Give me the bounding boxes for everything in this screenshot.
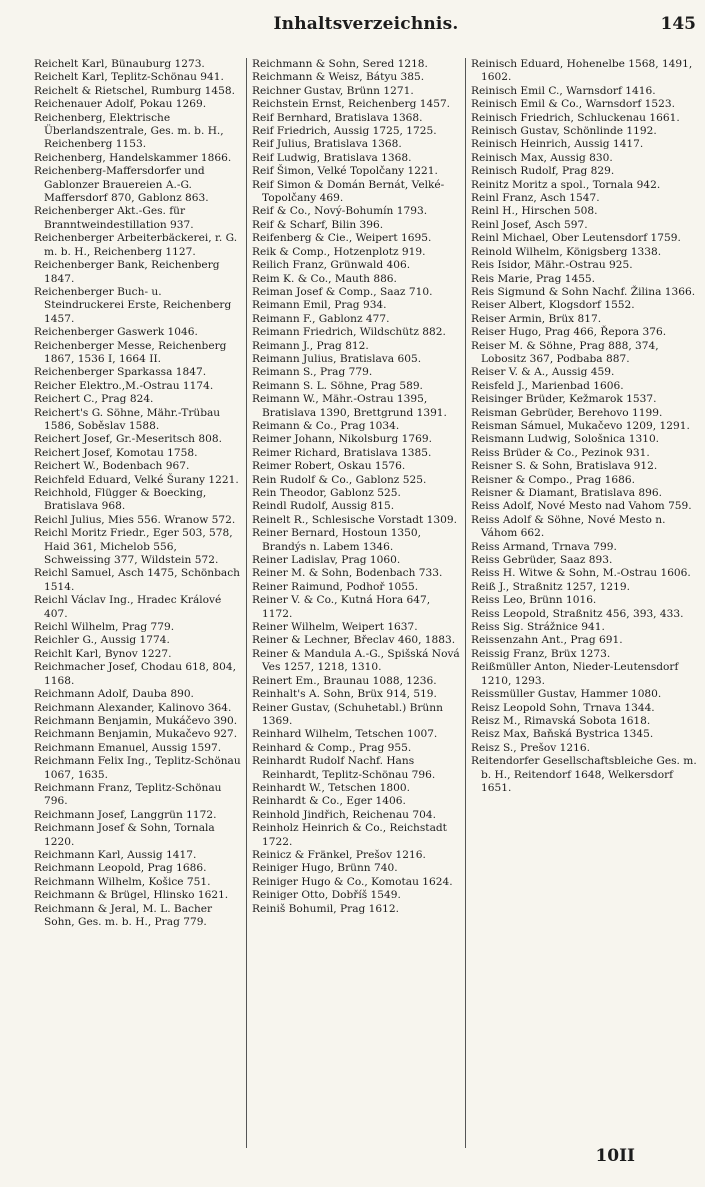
index-entry: Reiß J., Straßnitz 1257, 1219. bbox=[471, 580, 631, 593]
index-entry: Reichenberger Gaswerk 1046. bbox=[34, 326, 198, 339]
index-entry: Reichenberger Sparkassa 1847. bbox=[34, 366, 207, 379]
index-entry: Reinisch Gustav, Schönlinde 1192. bbox=[471, 125, 657, 138]
index-entry: Reicher Elektro.,M.-Ostrau 1174. bbox=[34, 379, 214, 392]
index-entry: Reinisch Friedrich, Schluckenau 1661. bbox=[471, 111, 680, 124]
index-entry: Rein Rudolf & Co., Gablonz 525. bbox=[252, 473, 427, 486]
index-entry: Reindl Rudolf, Aussig 815. bbox=[252, 500, 395, 513]
index-entry: Reichmann Emanuel, Aussig 1597. bbox=[34, 741, 222, 754]
index-entry: Reissmüller Gustav, Hammer 1080. bbox=[471, 688, 662, 701]
index-entry: Reimann J., Prag 812. bbox=[252, 339, 369, 352]
index-entry: Reiner Ladislav, Prag 1060. bbox=[252, 554, 401, 567]
index-entry: Reif Friedrich, Aussig 1725, 1725. bbox=[252, 125, 437, 138]
index-entry: Reiser V. & A., Aussig 459. bbox=[471, 366, 615, 379]
index-entry: Reif Simon & Domán Bernát, Velké-Topolčany 469. bbox=[252, 178, 445, 205]
index-entry: Reisman Sámuel, Mukačevo 1209, 1291. bbox=[471, 419, 690, 432]
index-entry: Reisner & Diamant, Bratislava 896. bbox=[471, 487, 662, 499]
index-entry: Reichelt Karl, Bünauburg 1273. bbox=[34, 58, 205, 70]
page-title: Inhaltsverzeichnis. bbox=[273, 14, 459, 34]
index-entry: Reiner & Mandula A.-G., Spišská Nová Ves 1257, 1218, 1310. bbox=[252, 647, 460, 674]
index-entry: Reimann W., Mähr.-Ostrau 1395, Bratislava 1390, Brettgrund 1391. bbox=[252, 393, 447, 419]
index-entry: Reichenberg, Handelskammer 1866. bbox=[34, 151, 232, 164]
index-column-right bbox=[466, 58, 698, 1148]
index-entry: Reiniš Bohumil, Prag 1612. bbox=[252, 902, 399, 915]
index-entry: Reichenberger Buch- u. Steindruckerei Erste, Reichenberg 1457. bbox=[34, 285, 232, 325]
index-entry: Reiser Armin, Brüx 817. bbox=[471, 312, 602, 325]
index-entry: Reimann F., Gablonz 477. bbox=[252, 312, 390, 325]
index-entry: Reiniger Otto, Dobříš 1549. bbox=[252, 889, 401, 902]
index-entry: Reimann Friedrich, Wildschütz 882. bbox=[252, 326, 446, 339]
index-entry: Reiss Brüder & Co., Pezinok 931. bbox=[471, 446, 650, 459]
index-entry: Reif & Co., Nový-Bohumín 1793. bbox=[252, 205, 428, 218]
index-entry: Reichmann Adolf, Dauba 890. bbox=[34, 688, 194, 701]
index-entry: Reichelt & Rietschel, Rumburg 1458. bbox=[34, 84, 235, 97]
index-entry: Reiss H. Witwe & Sohn, M.-Ostrau 1606. bbox=[471, 567, 691, 580]
index-entry: Reiner M. & Sohn, Bodenbach 733. bbox=[252, 567, 443, 580]
index-entry: Reichelt Karl, Teplitz-Schönau 941. bbox=[34, 71, 224, 84]
index-entry: Reichl Václav Ing., Hradec Králové 407. bbox=[34, 594, 222, 620]
index-entry: Reinisch Max, Aussig 830. bbox=[471, 151, 613, 164]
index-entry: Reiser Albert, Klogsdorf 1552. bbox=[471, 299, 635, 312]
index-entry: Reif Bernhard, Bratislava 1368. bbox=[252, 111, 423, 124]
index-entry: Reichmann Felix Ing., Teplitz-Schönau 1067, 1635. bbox=[34, 755, 241, 781]
index-entry: Reichenberg, Elektrische Überlandszentrale, Ges. m. b. H., Reichenberg 1153. bbox=[34, 111, 224, 151]
index-entry: Reisman Gebrüder, Berehovo 1199. bbox=[471, 406, 663, 419]
index-entry: Reimann S. L. Söhne, Prag 589. bbox=[252, 379, 423, 392]
index-entry: Reiss Adolf, Nové Mesto nad Vahom 759. bbox=[471, 500, 692, 513]
index-entry: Reinl Franz, Asch 1547. bbox=[471, 192, 600, 205]
index-entry: Reiner & Lechner, Břeclav 460, 1883. bbox=[252, 634, 456, 647]
index-entry: Reichmann & Brügel, Hlinsko 1621. bbox=[34, 889, 229, 902]
index-entry: Reiner Wilhelm, Weipert 1637. bbox=[252, 621, 418, 634]
index-entry: Reinelt R., Schlesische Vorstadt 1309. bbox=[252, 513, 458, 526]
sheet-signature: 10II bbox=[595, 1146, 635, 1166]
index-entry: Reifenberg & Cie., Weipert 1695. bbox=[252, 232, 432, 245]
index-entry: Reichmann Karl, Aussig 1417. bbox=[34, 848, 197, 861]
index-entry: Reisz M., Rimavská Sobota 1618. bbox=[471, 714, 651, 727]
index-entry: Reis Sigmund & Sohn Nachf. Žilina 1366. bbox=[471, 285, 696, 298]
index-entry: Reiman Josef & Comp., Saaz 710. bbox=[252, 285, 433, 298]
index-entry: Reiss Leo, Brünn 1016. bbox=[471, 594, 597, 607]
index-entry: Reilich Franz, Grünwald 406. bbox=[252, 259, 411, 272]
index-entry: Reis Marie, Prag 1455. bbox=[471, 272, 596, 285]
index-entry: Reisz S., Prešov 1216. bbox=[471, 741, 590, 754]
index-entry: Reiner Gustav, (Schuhetabl.) Brünn 1369. bbox=[252, 701, 443, 727]
index-entry: Reisz Leopold Sohn, Trnava 1344. bbox=[471, 701, 655, 714]
index-entry: Reichert Josef, Gr.-Meseritsch 808. bbox=[34, 433, 222, 446]
index-entry: Reissenzahn Ant., Prag 691. bbox=[471, 634, 623, 647]
index-entry: Reimer Robert, Oskau 1576. bbox=[252, 460, 406, 473]
index-entry: Reiniger Hugo, Brünn 740. bbox=[252, 862, 398, 875]
index-entry: Reichmann Alexander, Kalinovo 364. bbox=[34, 701, 232, 714]
index-entry: Reichmacher Josef, Chodau 618, 804, 1168. bbox=[34, 661, 236, 687]
index-columns bbox=[34, 58, 698, 1148]
index-entry: Reichmann Josef, Langgrün 1172. bbox=[34, 808, 217, 821]
index-entry: Reinold Wilhelm, Königsberg 1338. bbox=[471, 245, 662, 258]
index-entry: Reinisch Heinrich, Aussig 1417. bbox=[471, 138, 644, 151]
index-entry: Reinhold Jindřich, Reichenau 704. bbox=[252, 808, 436, 821]
index-entry: Reichner Gustav, Brünn 1271. bbox=[252, 84, 414, 97]
index-entry: Reichenberger Messe, Reichenberg 1867, 1536 I, 1664 II. bbox=[34, 339, 227, 365]
index-entry: Reisner S. & Sohn, Bratislava 912. bbox=[471, 460, 658, 473]
index-entry: Reinhard & Comp., Prag 955. bbox=[252, 741, 412, 754]
index-entry: Reichenberger Arbeiterbäckerei, r. G. m. b. H., Reichenberg 1127. bbox=[34, 232, 238, 258]
index-entry: Reismann Ludwig, Sološnica 1310. bbox=[471, 433, 660, 446]
index-entry: Reichler G., Aussig 1774. bbox=[34, 634, 170, 647]
index-entry: Reichert's G. Söhne, Mähr.-Trübau 1586, Soběslav 1588. bbox=[34, 406, 221, 432]
index-column-middle bbox=[247, 58, 466, 1148]
index-entry: Reinhard Wilhelm, Tetschen 1007. bbox=[252, 728, 438, 741]
index-entry: Reiser Hugo, Prag 466, Řepora 376. bbox=[471, 326, 667, 339]
index-entry: Reissig Franz, Brüx 1273. bbox=[471, 647, 611, 660]
index-entry: Reiss Adolf & Söhne, Nové Mesto n. Váhom 662. bbox=[471, 513, 666, 540]
index-entry: Reiner Bernard, Hostoun 1350, Brandýs n. Labem 1346. bbox=[252, 527, 422, 553]
index-entry: Reichenberg-Maffersdorfer und Gablonzer Brauereien A.-G. Maffersdorf 870, Gablonz 863. bbox=[34, 165, 209, 205]
index-entry: Reichenberger Akt.-Ges. für Branntweindestillation 937. bbox=[34, 205, 194, 231]
index-entry: Reichert C., Prag 824. bbox=[34, 393, 154, 406]
index-entry: Reichert Josef, Komotau 1758. bbox=[34, 446, 198, 459]
index-entry: Reichmann Benjamin, Mukáčevo 390. bbox=[34, 714, 238, 727]
index-entry: Reichstein Ernst, Reichenberg 1457. bbox=[252, 98, 451, 111]
index-entry: Reichhold, Flügger & Boecking, Bratislava 968. bbox=[34, 487, 207, 513]
index-entry: Reinisch Emil C., Warnsdorf 1416. bbox=[471, 84, 656, 97]
index-entry: Reichl Moritz Friedr., Eger 503, 578, Haid 361, Michelob 556, Schweissing 377, Wildstein 572. bbox=[34, 527, 233, 567]
index-entry: Reiniger Hugo & Co., Komotau 1624. bbox=[252, 875, 453, 888]
index-entry: Reis Isidor, Mähr.-Ostrau 925. bbox=[471, 259, 633, 272]
index-entry: Reinhalt's A. Sohn, Brüx 914, 519. bbox=[252, 688, 437, 701]
index-entry: Reichmann & Sohn, Sered 1218. bbox=[252, 58, 428, 70]
index-entry: Reif & Scharf, Bilin 396. bbox=[252, 218, 384, 231]
index-entry: Reichmann Franz, Teplitz-Schönau 796. bbox=[34, 781, 222, 808]
index-entry: Reinhardt W., Tetschen 1800. bbox=[252, 781, 410, 794]
index-entry: Reiss Sig. Strážnice 941. bbox=[471, 621, 605, 634]
index-entry: Reichmann Josef & Sohn, Tornala 1220. bbox=[34, 822, 215, 848]
index-entry: Reinhardt Rudolf Nachf. Hans Reinhardt, Teplitz-Schönau 796. bbox=[252, 755, 436, 781]
index-entry: Reinitz Moritz a spol., Tornala 942. bbox=[471, 178, 661, 191]
index-entry: Reißmüller Anton, Nieder-Leutensdorf 1210, 1293. bbox=[471, 661, 679, 687]
index-entry: Reichfeld Eduard, Velké Šurany 1221. bbox=[34, 473, 239, 486]
index-entry: Reiss Gebrüder, Saaz 893. bbox=[471, 554, 613, 567]
index-entry: Reichenberger Bank, Reichenberg 1847. bbox=[34, 259, 220, 285]
index-entry: Reimer Johann, Nikolsburg 1769. bbox=[252, 433, 432, 446]
index-entry: Reif Ludwig, Bratislava 1368. bbox=[252, 151, 412, 164]
index-entry: Reinl Michael, Ober Leutensdorf 1759. bbox=[471, 232, 681, 245]
index-entry: Reiss Leopold, Straßnitz 456, 393, 433. bbox=[471, 607, 684, 620]
index-entry: Reiser M. & Söhne, Prag 888, 374, Lobositz 367, Podbaba 887. bbox=[471, 339, 659, 365]
index-entry: Reinisch Emil & Co., Warnsdorf 1523. bbox=[471, 98, 675, 111]
index-entry: Rein Theodor, Gablonz 525. bbox=[252, 487, 401, 499]
index-entry: Reiner V. & Co., Kutná Hora 647, 1172. bbox=[252, 594, 431, 620]
index-entry: Reichl Wilhelm, Prag 779. bbox=[34, 621, 175, 634]
index-entry: Reimer Richard, Bratislava 1385. bbox=[252, 446, 432, 459]
index-entry: Reichmann & Jeral, M. L. Bacher Sohn, Ges. m. b. H., Prag 779. bbox=[34, 902, 213, 928]
index-entry: Reisfeld J., Marienbad 1606. bbox=[471, 379, 624, 392]
index-entry: Reitendorfer Gesellschaftsbleiche Ges. m. b. H., Reitendorf 1648, Welkersdorf 1651. bbox=[471, 755, 697, 794]
index-entry: Reimann & Co., Prag 1034. bbox=[252, 419, 400, 432]
index-entry: Reinisch Rudolf, Prag 829. bbox=[471, 165, 615, 178]
index-entry: Reinicz & Fränkel, Prešov 1216. bbox=[252, 848, 426, 861]
index-entry: Reimann S., Prag 779. bbox=[252, 366, 373, 379]
index-entry: Reichmann Wilhelm, Košice 751. bbox=[34, 875, 211, 888]
index-entry: Reimann Julius, Bratislava 605. bbox=[252, 352, 422, 365]
index-entry: Reinert Em., Braunau 1088, 1236. bbox=[252, 674, 437, 687]
index-entry: Reinl H., Hirschen 508. bbox=[471, 205, 598, 218]
index-entry: Reinholz Heinrich & Co., Reichstadt 1722. bbox=[252, 822, 447, 848]
index-entry: Reisz Max, Baňská Bystrica 1345. bbox=[471, 728, 654, 741]
index-entry: Reik & Comp., Hotzenplotz 919. bbox=[252, 245, 426, 258]
index-entry: Reiss Armand, Trnava 799. bbox=[471, 540, 617, 553]
index-entry: Reisinger Brüder, Kežmarok 1537. bbox=[471, 393, 657, 406]
index-entry: Reichenauer Adolf, Pokau 1269. bbox=[34, 98, 207, 111]
page-header bbox=[34, 14, 698, 40]
index-entry: Reichert W., Bodenbach 967. bbox=[34, 460, 190, 473]
index-column-left bbox=[34, 58, 247, 1148]
page-number: 145 bbox=[660, 14, 696, 34]
index-entry: Reif Julius, Bratislava 1368. bbox=[252, 138, 402, 151]
index-entry: Reichl Samuel, Asch 1475, Schönbach 1514. bbox=[34, 567, 240, 593]
index-entry: Reinisch Eduard, Hohenelbe 1568, 1491, 1602. bbox=[471, 58, 693, 84]
index-entry: Reichlt Karl, Bynov 1227. bbox=[34, 647, 172, 660]
index-entry: Reichmann & Weisz, Bátyu 385. bbox=[252, 71, 425, 84]
index-entry: Reim K. & Co., Mauth 886. bbox=[252, 272, 397, 285]
index-entry: Reiner Raimund, Podhoř 1055. bbox=[252, 580, 419, 593]
index-entry: Reinl Josef, Asch 597. bbox=[471, 218, 588, 231]
index-entry: Reichl Julius, Mies 556. Wranow 572. bbox=[34, 513, 236, 526]
index-entry: Reimann Emil, Prag 934. bbox=[252, 299, 387, 312]
index-entry: Reisner & Compo., Prag 1686. bbox=[471, 473, 635, 486]
index-entry: Reichmann Benjamin, Mukačevo 927. bbox=[34, 728, 238, 741]
index-entry: Reinhardt & Co., Eger 1406. bbox=[252, 795, 406, 808]
index-entry: Reif Šimon, Velké Topolčany 1221. bbox=[252, 165, 438, 178]
index-entry: Reichmann Leopold, Prag 1686. bbox=[34, 862, 207, 875]
